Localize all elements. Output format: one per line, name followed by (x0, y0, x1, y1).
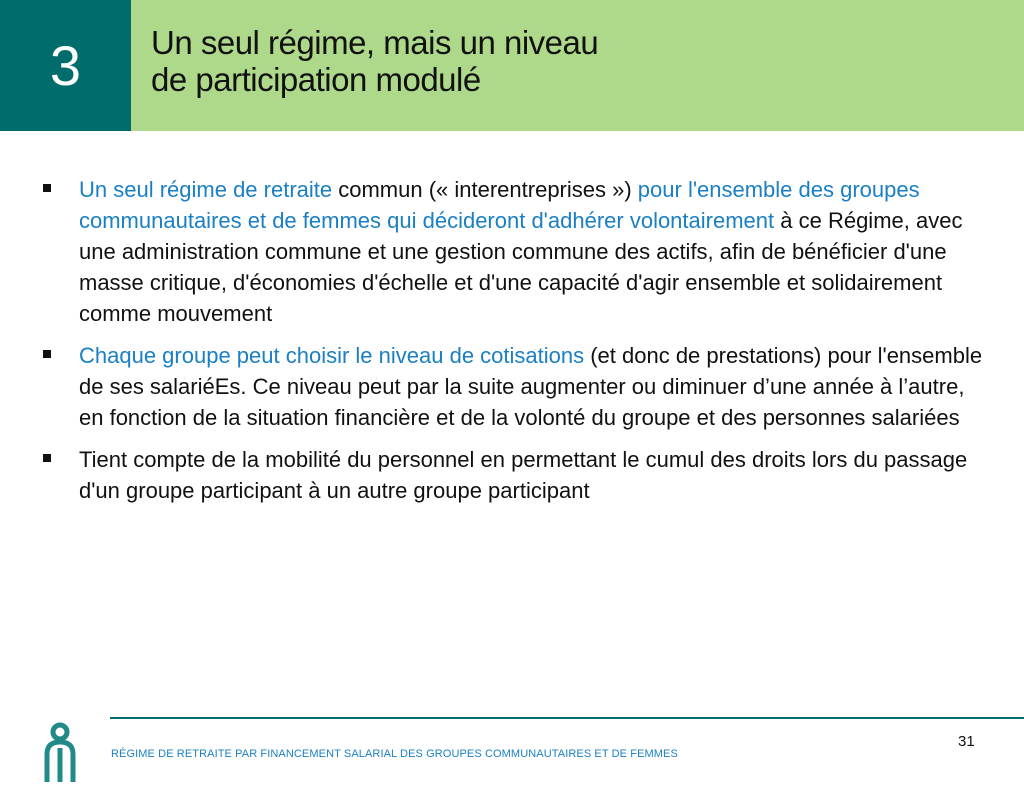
footer-divider (110, 717, 1024, 719)
bullet-text-highlight: Un seul régime de retraite (79, 177, 333, 202)
section-number: 3 (49, 34, 82, 97)
square-bullet-icon (43, 350, 51, 358)
square-bullet-icon (43, 454, 51, 462)
title-line-1: Un seul régime, mais un niveau (151, 24, 599, 61)
bullet-text: à ce Régime, avec une administration commune et une gestion commune des actifs, afin de bénéficier d'une masse critique, d'économies d'échelle et d'une capacité d'agir ensemble et solidairement comme mouvement (79, 208, 963, 326)
slide-header (0, 0, 1024, 131)
footer-text: RÉGIME DE RETRAITE PAR FINANCEMENT SALARIAL DES GROUPES COMMUNAUTAIRES ET DE FEMMES (111, 748, 678, 760)
organization-logo-icon (40, 720, 80, 784)
bullet-text: Tient compte de la mobilité du personnel en permettant le cumul des droits lors du passage d'un groupe participant à un autre groupe participant (79, 447, 968, 503)
square-bullet-icon (43, 184, 51, 192)
bullet-list (43, 174, 983, 517)
bullet-item (43, 340, 983, 433)
slide-title (151, 24, 1001, 98)
section-number-box (0, 0, 131, 131)
bullet-item (43, 174, 983, 329)
bullet-text-highlight: Chaque groupe peut choisir le niveau de cotisations (79, 343, 585, 368)
bullet-text: (et donc de prestations) pour l'ensemble de ses salariéEs. Ce niveau peut par la suite augmenter ou diminuer d’une année à l’autre, en fonction de la situation financière et de la volonté du groupe et des personnes salariées (79, 343, 983, 430)
title-line-2: de participation modulé (151, 61, 481, 98)
bullet-item (43, 444, 983, 506)
bullet-text-highlight: pour l'ensemble des groupes communautaires et de femmes qui décideront d'adhérer volontairement (79, 177, 920, 233)
page-number: 31 (958, 733, 975, 750)
bullet-text: commun (« interentreprises ») (332, 177, 638, 202)
